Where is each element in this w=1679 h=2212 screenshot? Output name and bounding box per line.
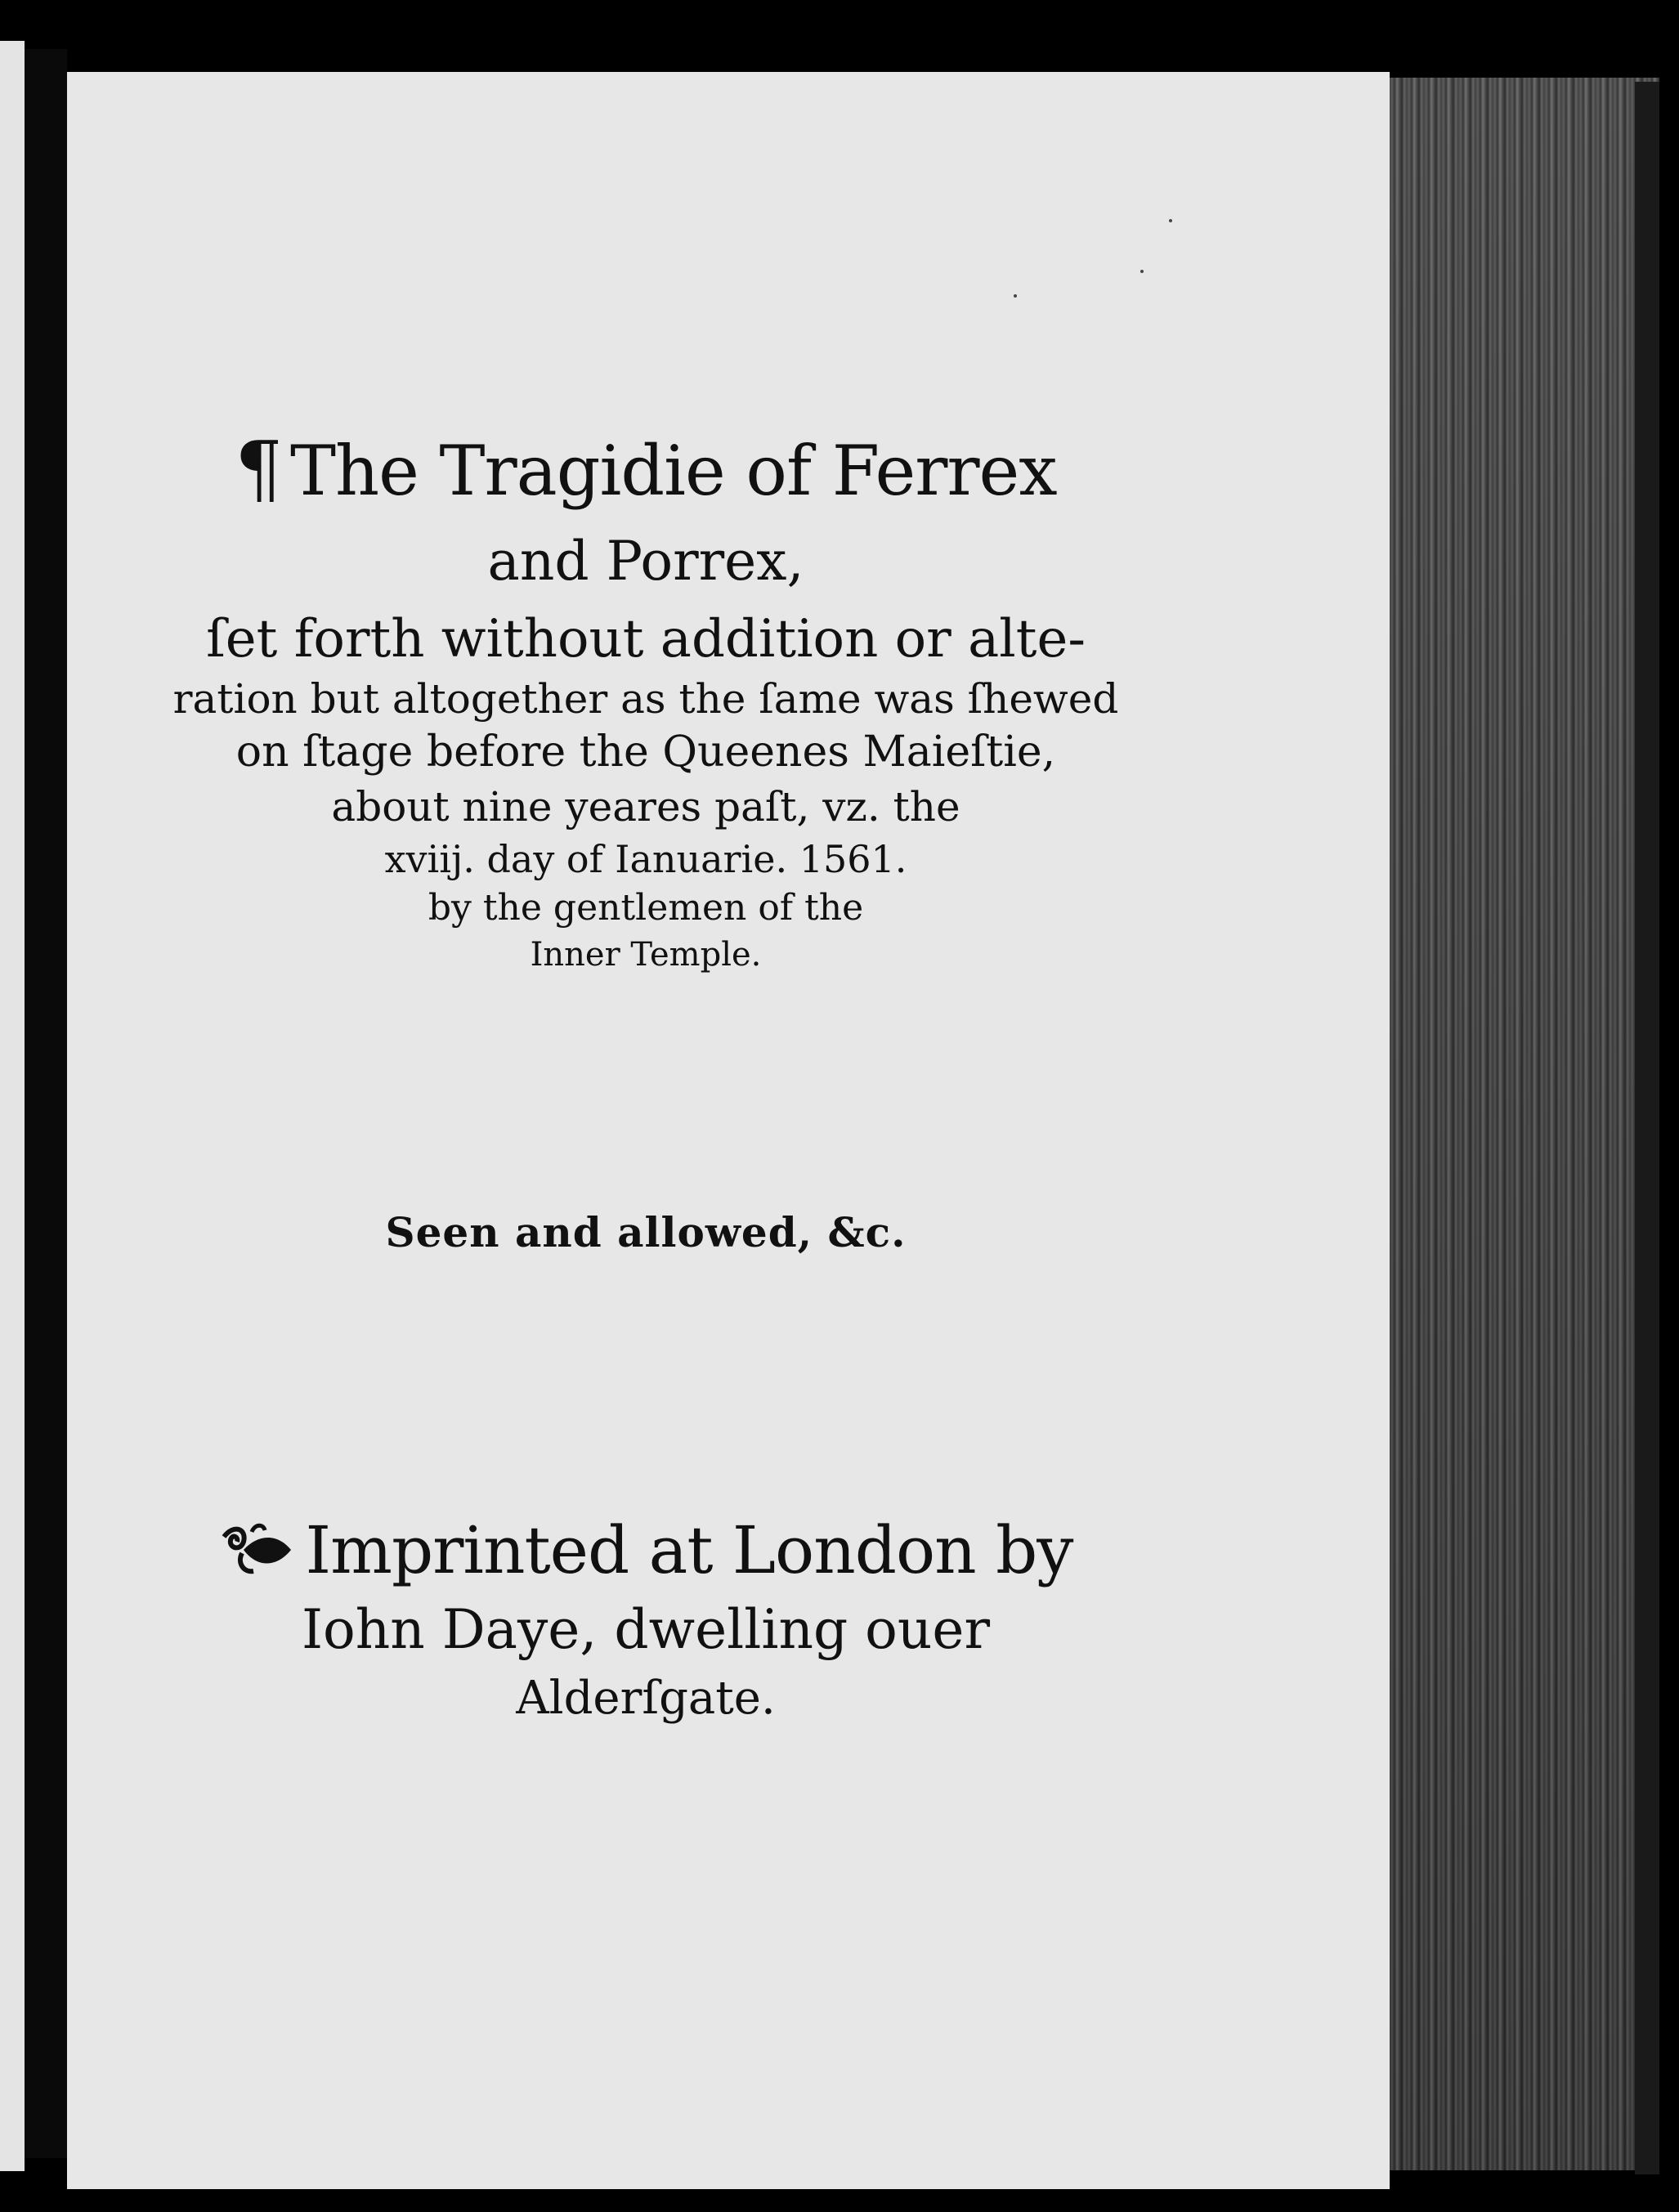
license-statement: Seen and allowed, &c. [385, 1208, 907, 1256]
book-fore-edge-shade [1390, 78, 1659, 2170]
book-edge-shadow [1635, 82, 1659, 2174]
book-gutter [25, 49, 67, 2158]
facing-page-edge [0, 41, 25, 2171]
title-line-8: by the gentlemen of the [428, 887, 864, 929]
title-text: The Tragidie of Ferrex [289, 431, 1057, 511]
paper-speck [1140, 270, 1144, 273]
imprint-line-1 [163, 1512, 1128, 1588]
title-line-6: about nine yeares paſt, vz. the [331, 783, 960, 831]
imprint-text: Imprinted at London by [305, 1512, 1073, 1588]
title-line-9: Inner Temple. [530, 936, 762, 974]
title-line-2: and Porrex, [487, 530, 804, 593]
title-page [67, 72, 1390, 2189]
title-line-7: xviij. day of Ianuarie. 1561. [384, 837, 907, 881]
title-line-5: on ſtage before the Queenes Maieſtie, [235, 728, 1056, 777]
title-line-4: ration but altogether as the ſame was ſhewed [172, 675, 1119, 723]
imprint-line-2: Iohn Daye, dwelling ouer [301, 1598, 991, 1661]
imprint-line-3: Alderſgate. [516, 1672, 776, 1725]
paper-speck [1169, 219, 1172, 222]
title-line-1 [163, 425, 1128, 513]
title-line-3: ſet forth without addition or alte- [206, 609, 1086, 669]
pilcrow-icon: ¶ [235, 425, 282, 513]
fleuron-icon [219, 1520, 294, 1578]
paper-speck [1014, 294, 1017, 298]
